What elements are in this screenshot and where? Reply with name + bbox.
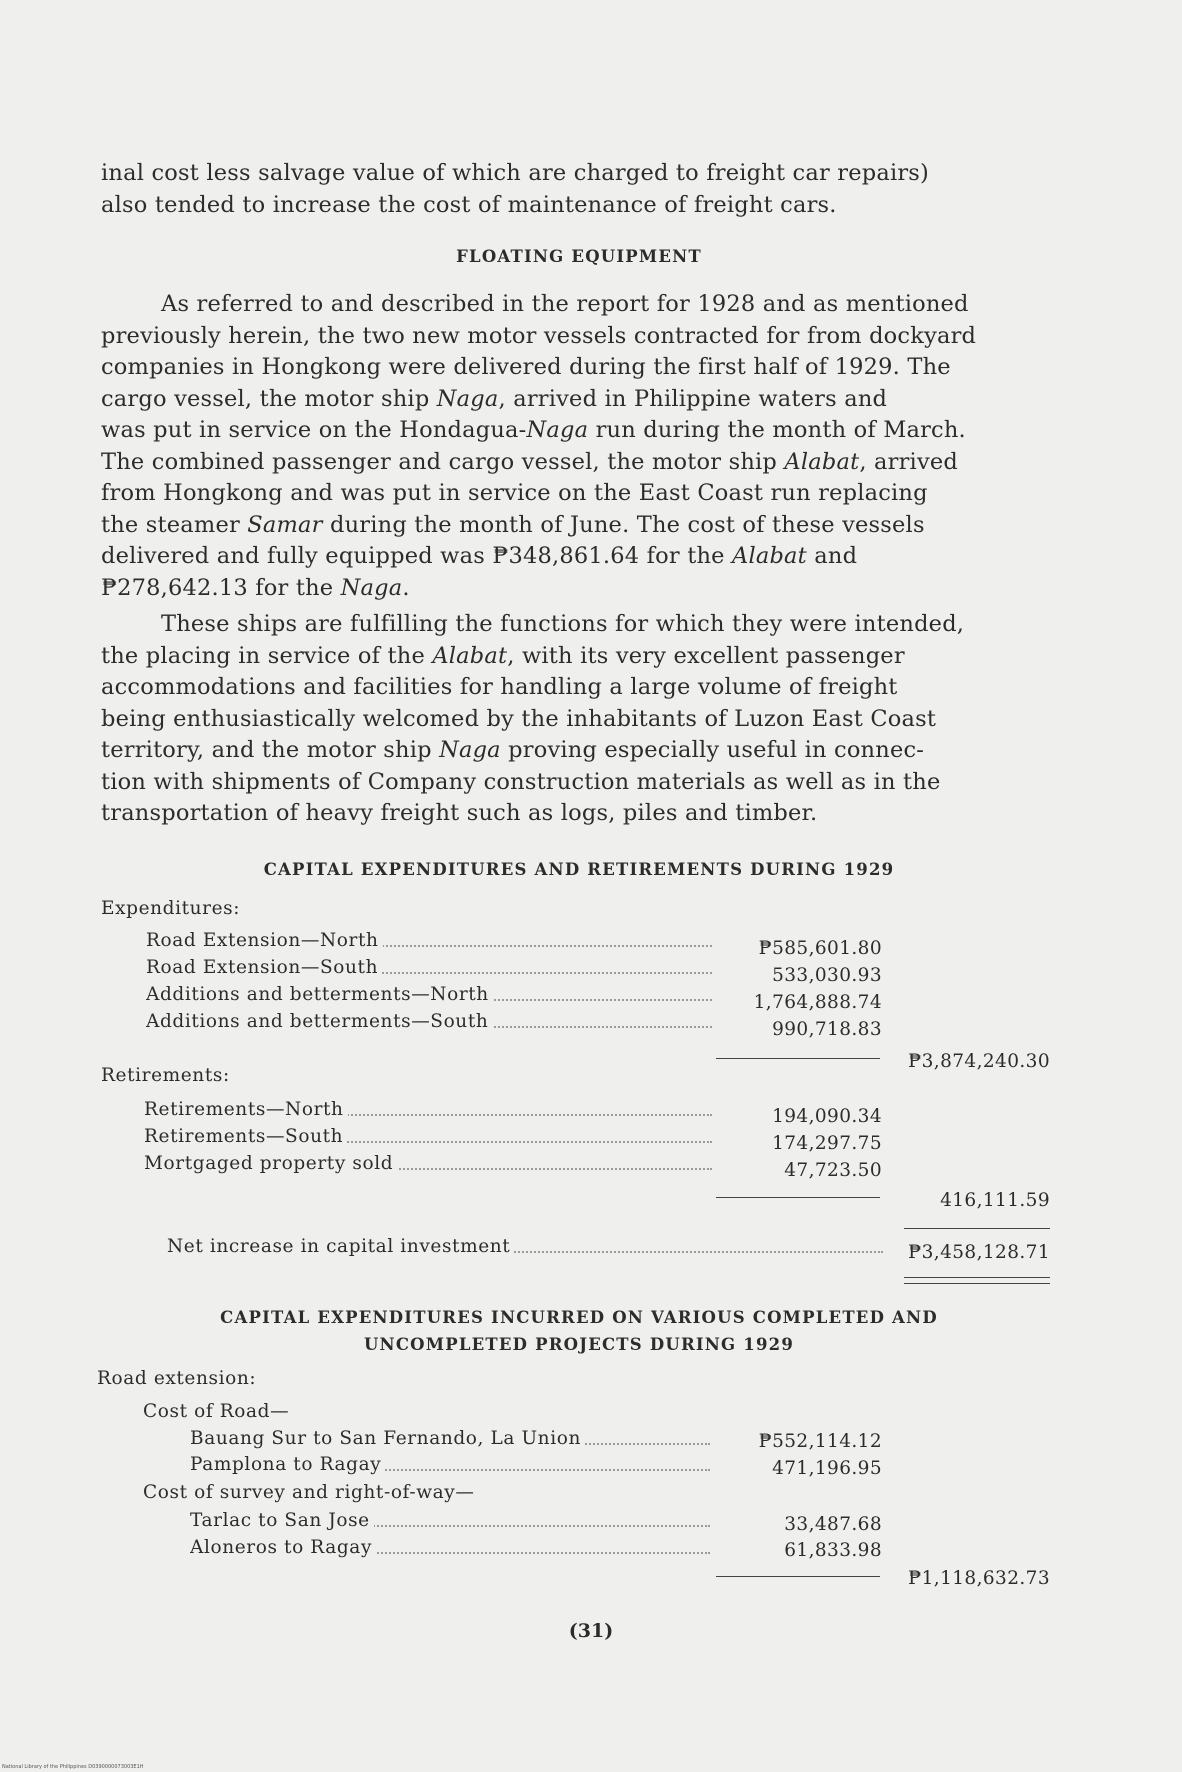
library-watermark: National Library of the Philippines D0390000073003E1H	[2, 1764, 144, 1770]
expenditure-row-label: Additions and betterments—South	[146, 1011, 712, 1033]
intro-line: also tended to increase the cost of maintenance of freight cars.	[101, 191, 837, 218]
retirements-total: 416,111.59	[940, 1190, 1050, 1211]
net-increase-label: Net increase in capital investment	[167, 1236, 883, 1258]
retirement-row-value: 194,090.34	[772, 1106, 882, 1127]
text-line: tion with shipments of Company construction materials as well as in the	[101, 768, 941, 795]
text-line: companies in Hongkong were delivered during the first half of 1929. The	[101, 354, 951, 380]
intro-paragraph	[101, 158, 1057, 221]
road-extension-label: Road extension:	[97, 1368, 257, 1389]
capital-expenditures-heading: CAPITAL EXPENDITURES AND RETIREMENTS DURING 1929	[263, 860, 895, 879]
expenditures-total: ₱3,874,240.30	[908, 1051, 1050, 1072]
text-line: from Hongkong and was put in service on the East Coast run replacing	[101, 480, 928, 506]
retirement-row-label: Retirements—North	[144, 1099, 712, 1121]
text-line: being enthusiastically welcomed by the inhabitants of Luzon East Coast	[101, 705, 937, 732]
text-line: accommodations and facilities for handling a large volume of freight	[101, 674, 898, 700]
text-line: was put in service on the Hondagua-Naga run during the month of March.	[101, 417, 966, 443]
projects-heading-line2: UNCOMPLETED PROJECTS DURING 1929	[363, 1335, 795, 1354]
expenditure-row-value: 990,718.83	[772, 1019, 882, 1040]
paragraph-1	[101, 289, 1057, 604]
survey-row-value: 33,487.68	[784, 1514, 882, 1535]
text-line: cargo vessel, the motor ship Naga, arrived in Philippine waters and	[101, 385, 888, 412]
expenditure-row-value: 533,030.93	[772, 965, 882, 986]
text-line: ₱278,642.13 for the Naga.	[101, 574, 410, 601]
text-line: As referred to and described in the report for 1928 and as mentioned	[161, 291, 969, 317]
expenditure-row-label: Additions and betterments—North	[146, 984, 712, 1006]
retirement-row-value: 47,723.50	[784, 1160, 882, 1181]
cost-of-road-label: Cost of Road—	[143, 1401, 290, 1422]
retirement-row-value: 174,297.75	[772, 1133, 882, 1154]
retirements-label: Retirements:	[101, 1065, 230, 1086]
cost-of-road-row-value: 471,196.95	[772, 1458, 882, 1479]
text-line: The combined passenger and cargo vessel, the motor ship Alabat, arrived	[101, 448, 958, 475]
cost-of-road-row-label: Pamplona to Ragay	[190, 1454, 710, 1476]
intro-line: inal cost less salvage value of which are charged to freight car repairs)	[101, 160, 930, 186]
net-increase-value: ₱3,458,128.71	[908, 1242, 1050, 1263]
expenditure-row-label: Road Extension—South	[146, 957, 712, 979]
retirement-row-label: Retirements—South	[144, 1126, 712, 1148]
text-line: transportation of heavy freight such as logs, piles and timber.	[101, 800, 818, 826]
subtotal-rule	[716, 1197, 880, 1198]
total-rule	[904, 1228, 1050, 1229]
expenditure-row-value: 1,764,888.74	[753, 992, 882, 1013]
projects-total: ₱1,118,632.73	[908, 1568, 1050, 1589]
subtotal-rule	[716, 1058, 880, 1059]
text-line: previously herein, the two new motor vessels contracted for from dockyard	[101, 322, 977, 349]
page-number: (31)	[568, 1620, 614, 1642]
text-line: the steamer Samar during the month of June. The cost of these vessels	[101, 511, 925, 538]
survey-row-label: Aloneros to Ragay	[190, 1537, 710, 1559]
retirement-row-label: Mortgaged property sold	[144, 1153, 712, 1175]
survey-row-label: Tarlac to San Jose	[190, 1510, 710, 1532]
text-line: delivered and fully equipped was ₱348,861.64 for the Alabat and	[101, 543, 858, 569]
double-rule	[904, 1277, 1050, 1278]
survey-label: Cost of survey and right-of-way—	[143, 1482, 475, 1503]
text-line: the placing in service of the Alabat, with its very excellent passenger	[101, 642, 905, 669]
cost-of-road-row-label: Bauang Sur to San Fernando, La Union	[190, 1428, 710, 1450]
survey-row-value: 61,833.98	[784, 1540, 882, 1561]
floating-equipment-heading: FLOATING EQUIPMENT	[456, 247, 702, 266]
cost-of-road-row-value: ₱552,114.12	[758, 1431, 882, 1452]
text-line: territory, and the motor ship Naga proving especially useful in connec-	[101, 737, 925, 763]
double-rule	[904, 1283, 1050, 1284]
projects-heading-line1: CAPITAL EXPENDITURES INCURRED ON VARIOUS COMPLETED AND	[220, 1308, 938, 1327]
expenditure-row-label: Road Extension—North	[146, 930, 712, 952]
paragraph-2	[101, 609, 1057, 830]
subtotal-rule	[716, 1576, 880, 1577]
text-line: These ships are fulfilling the functions for which they were intended,	[161, 611, 965, 637]
expenditure-row-value: ₱585,601.80	[758, 938, 882, 959]
expenditures-label: Expenditures:	[101, 898, 241, 919]
